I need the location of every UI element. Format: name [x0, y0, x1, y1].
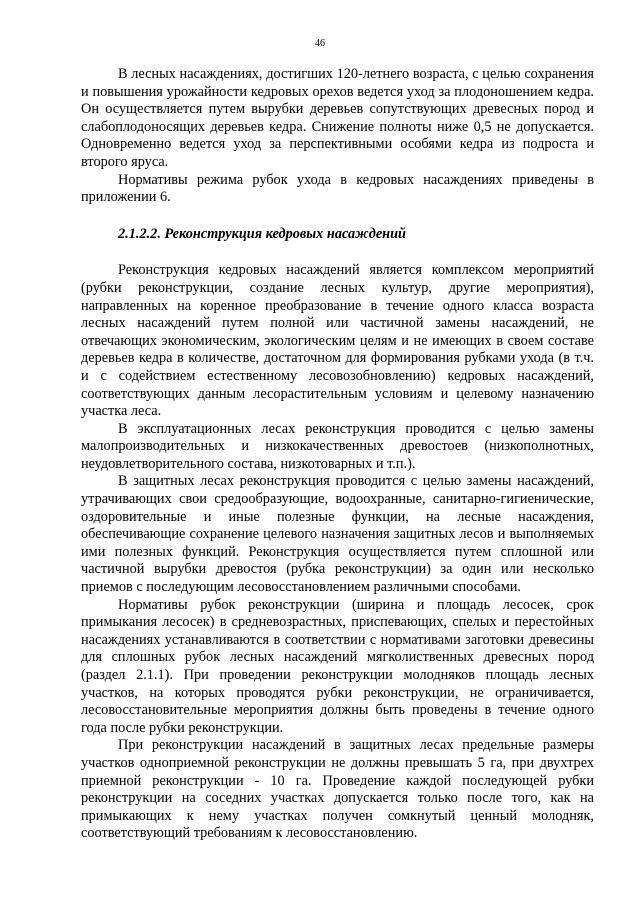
paragraph-area-limits: При реконструкции насаждений в защитных лесах предельные размеры участков одноприемной реконструкции не должны превышать 5 га, при двухтрех приемной реконструкции - 10 га. Проведение каждой последующей рубки реконструкции на соседних участках допускается только после того, как на примыкающих к нему участках получен сомкнутый ценный молодняк, соответствующий требованиям к лесовосстановлению.: [81, 737, 594, 842]
paragraph-reconstruction-norms: Нормативы рубок реконструкции (ширина и площадь лесосек, срок примыкания лесосек) в средневозрастных, приспевающих, спелых и перестойных насаждениях устанавливаются в соответствии с нормативами заготовки древесины для сплошных рубок лесных насаждений мягколиственных древесных пород (раздел 2.1.1). При проведении реконструкции молодняков площадь лесных участков, на которых проводятся рубки реконструкции, не ограничивается, лесовосстановительные мероприятия должны быть проведены в течение одного года после рубки реконструкции.: [81, 596, 594, 736]
paragraph-protective-forests: В защитных лесах реконструкция проводится с целью замены насаждений, утрачивающих свои средообразующие, водоохранные, санитарно-гигиенические, оздоровительные и иные полезные функции, на лесные насаждения, обеспечивающие сохранение целевого назначения защитных лесов и выполняемых ими полезных функций. Реконструкция осуществляется путем сплошной или частичной вырубки древостоя (рубка реконструкции) за один или несколько приемов с последующим лесовосстановлением различными способами.: [81, 473, 594, 596]
paragraph-reconstruction-definition: Реконструкция кедровых насаждений является комплексом мероприятий (рубки реконструкции, создание лесных культур, другие мероприятия), направленных на коренное преобразование в течение одного класса возраста лесных насаждений путем полной или частичной замены насаждений, не отвечающих экономическим, экологическим целям и не имеющих в своем составе деревьев кедра в количестве, достаточном для формирования рубками ухода (в т.ч. и с содействием естественному лесовозобновлению) кедровых насаждений, соответствующих данным лесорастительным условиям и целевому назначению участка леса.: [81, 262, 594, 420]
paragraph-cedar-care: В лесных насаждениях, достигших 120-летнего возраста, с целью сохранения и повышения урожайности кедровых орехов ведется уход за плодоношением кедра. Он осуществляется путем вырубки деревьев сопутствующих древесных пород и слабоплодоносящих деревьев кедра. Снижение полноты ниже 0,5 не допускается. Одновременно ведется уход за перспективными особями кедра из подроста и второго яруса.: [81, 66, 594, 170]
paragraph-care-norms: Нормативы режима рубок ухода в кедровых насаждениях приведены в приложении 6.: [81, 171, 594, 206]
document-body: [81, 66, 594, 843]
section-heading: 2.1.2.2. Реконструкция кедровых насаждений: [118, 225, 407, 242]
paragraph-exploitation-forests: В эксплуатационных лесах реконструкция проводится с целью замены малопроизводительных и низкокачественных древостоев (низкополнотных, неудовлетворительного состава, низкотоварных и т.п.).: [81, 420, 594, 472]
page-number: 46: [315, 38, 325, 49]
